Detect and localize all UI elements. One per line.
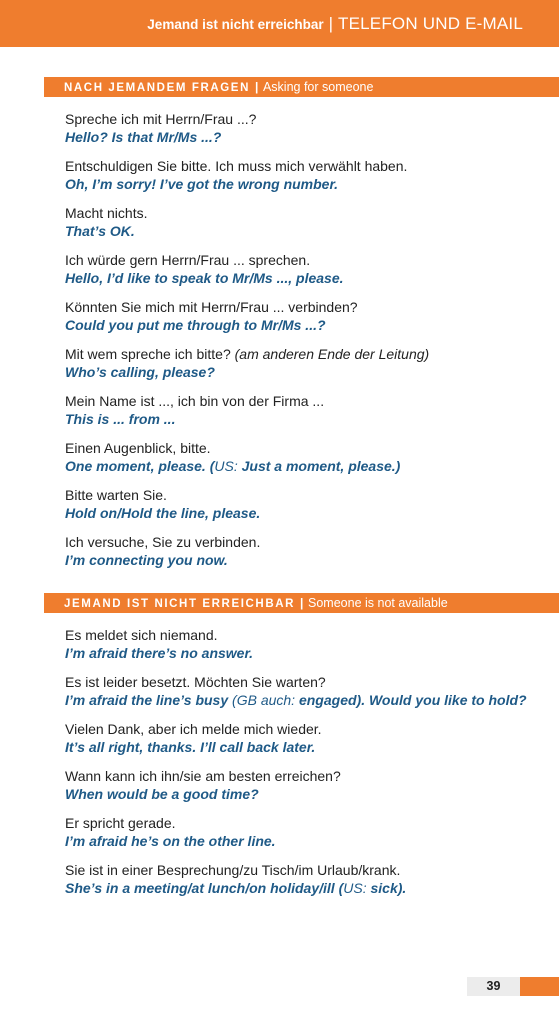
german-phrase: Ich versuche, Sie zu verbinden. bbox=[65, 534, 261, 550]
german-phrase: Vielen Dank, aber ich melde mich wieder. bbox=[65, 721, 322, 737]
german-context-note: (am anderen Ende der Leitung) bbox=[234, 346, 430, 362]
german-phrase: Es ist leider besetzt. Möchten Sie warten? bbox=[65, 674, 326, 690]
german-phrase: Bitte warten Sie. bbox=[65, 487, 167, 503]
phrase-item bbox=[65, 345, 535, 381]
english-phrase bbox=[65, 691, 535, 709]
english-phrase: I’m afraid he’s on the other line. bbox=[65, 833, 276, 849]
phrase-item bbox=[65, 626, 535, 662]
running-head-separator: | bbox=[328, 14, 334, 33]
phrase-item bbox=[65, 157, 535, 193]
german-phrase: Ich würde gern Herrn/Frau ... sprechen. bbox=[65, 252, 311, 268]
german-phrase: Könnten Sie mich mit Herrn/Frau ... verbinden? bbox=[65, 299, 358, 315]
phrase-list-asking bbox=[65, 110, 535, 580]
english-phrase: Who’s calling, please? bbox=[65, 364, 215, 380]
german-phrase: Spreche ich mit Herrn/Frau ...? bbox=[65, 111, 257, 127]
german-phrase bbox=[65, 345, 535, 363]
german-phrase: Es meldet sich niemand. bbox=[65, 627, 218, 643]
phrase-item bbox=[65, 533, 535, 569]
phrase-item bbox=[65, 251, 535, 287]
english-phrase: Hold on/Hold the line, please. bbox=[65, 505, 261, 521]
section-separator: | bbox=[300, 596, 306, 610]
english-phrase bbox=[65, 879, 535, 897]
phrase-item bbox=[65, 110, 535, 146]
running-head-subtitle: Jemand ist nicht erreichbar bbox=[147, 17, 324, 32]
phrase-item bbox=[65, 814, 535, 850]
running-header-bar bbox=[0, 0, 559, 47]
english-phrase: Hello? Is that Mr/Ms ...? bbox=[65, 129, 222, 145]
section-title: NACH JEMANDEM FRAGEN bbox=[64, 82, 250, 94]
german-phrase: Einen Augenblick, bitte. bbox=[65, 440, 211, 456]
phrase-list-not-available bbox=[65, 626, 535, 908]
page-tab-marker bbox=[520, 977, 559, 996]
variant-text: Just a moment, please.) bbox=[237, 458, 401, 474]
running-head bbox=[147, 14, 523, 34]
section-subtitle: Asking for someone bbox=[262, 80, 374, 94]
english-phrase: This is ... from ... bbox=[65, 411, 176, 427]
variant-label: US: bbox=[214, 458, 238, 474]
phrase-item bbox=[65, 861, 535, 897]
english-phrase: Oh, I’m sorry! I’ve got the wrong number. bbox=[65, 176, 339, 192]
phrase-item bbox=[65, 204, 535, 240]
english-phrase: It’s all right, thanks. I’ll call back later. bbox=[65, 739, 316, 755]
phrase-item bbox=[65, 673, 535, 709]
variant-label: GB auch: bbox=[236, 692, 296, 708]
english-text: She’s in a meeting/at lunch/on holiday/ill bbox=[65, 880, 335, 896]
english-phrase: Hello, I’d like to speak to Mr/Ms ..., please. bbox=[65, 270, 344, 286]
section-separator: | bbox=[254, 80, 260, 94]
section-subtitle: Someone is not available bbox=[308, 596, 448, 610]
variant-open: ( bbox=[334, 880, 344, 896]
english-phrase: I’m connecting you now. bbox=[65, 552, 228, 568]
german-text: Mit wem spreche ich bitte? bbox=[65, 346, 231, 362]
variant-open: ( bbox=[228, 692, 237, 708]
english-phrase bbox=[65, 457, 535, 475]
german-phrase: Er spricht gerade. bbox=[65, 815, 176, 831]
phrase-item bbox=[65, 439, 535, 475]
english-text-continued: engaged). Would you like to hold? bbox=[295, 692, 527, 708]
variant-text: sick). bbox=[366, 880, 407, 896]
english-phrase: When would be a good time? bbox=[65, 786, 259, 802]
english-phrase: Could you put me through to Mr/Ms ...? bbox=[65, 317, 326, 333]
variant-open: ( bbox=[205, 458, 215, 474]
running-head-title: TELEFON UND E-MAIL bbox=[338, 14, 523, 33]
german-phrase: Entschuldigen Sie bitte. Ich muss mich verwählt haben. bbox=[65, 158, 408, 174]
german-phrase: Sie ist in einer Besprechung/zu Tisch/im Urlaub/krank. bbox=[65, 862, 401, 878]
english-text: One moment, please. bbox=[65, 458, 206, 474]
german-phrase: Wann kann ich ihn/sie am besten erreichen? bbox=[65, 768, 341, 784]
variant-label: US: bbox=[343, 880, 367, 896]
phrase-item bbox=[65, 298, 535, 334]
phrase-item bbox=[65, 392, 535, 428]
phrase-item bbox=[65, 720, 535, 756]
phrase-item bbox=[65, 767, 535, 803]
english-phrase: That’s OK. bbox=[65, 223, 135, 239]
english-text: I’m afraid the line’s busy bbox=[65, 692, 229, 708]
section-header-asking bbox=[44, 77, 559, 97]
page-number: 39 bbox=[467, 977, 520, 996]
phrase-item bbox=[65, 486, 535, 522]
german-phrase: Macht nichts. bbox=[65, 205, 148, 221]
english-phrase: I’m afraid there’s no answer. bbox=[65, 645, 254, 661]
german-phrase: Mein Name ist ..., ich bin von der Firma ... bbox=[65, 393, 325, 409]
section-header-not-available bbox=[44, 593, 559, 613]
section-title: JEMAND IST NICHT ERREICHBAR bbox=[64, 598, 296, 610]
